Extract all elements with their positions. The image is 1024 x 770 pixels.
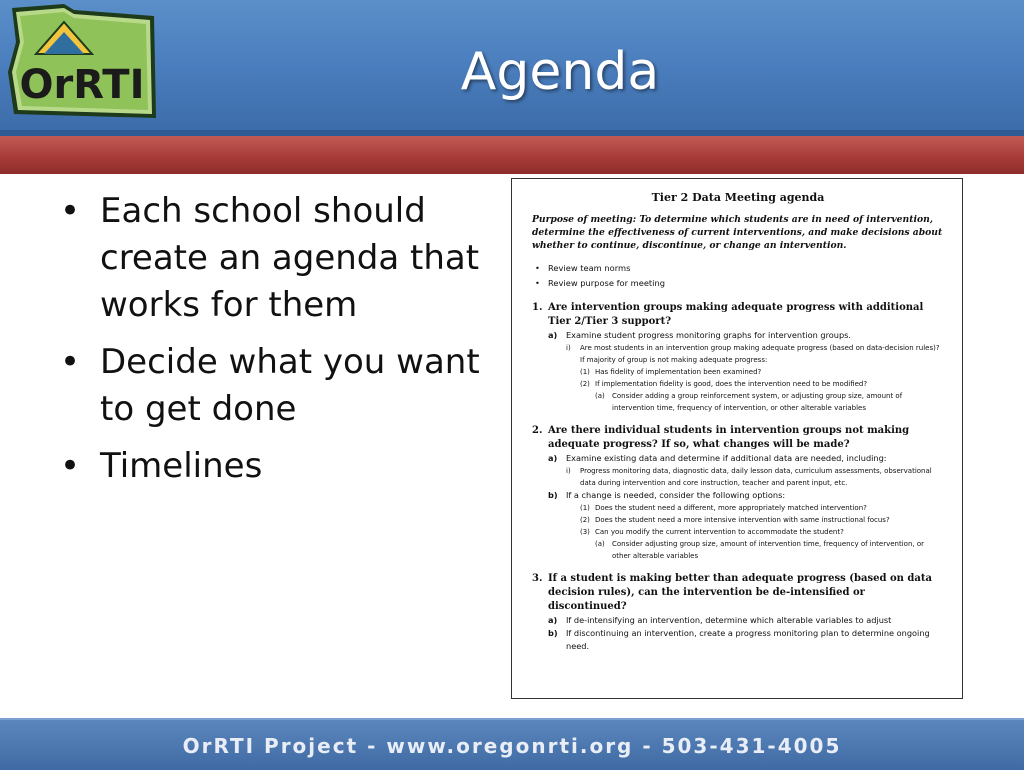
subitem-marker: (a) — [595, 392, 605, 400]
subitem-marker: (1) — [580, 504, 590, 512]
subitem-marker: b) — [548, 490, 558, 500]
subitem-marker: (2) — [580, 380, 590, 388]
subitem-marker: (3) — [580, 528, 590, 536]
question-number: 1. — [532, 302, 543, 313]
subitem-text: Are most students in an intervention group making adequate progress (based on data-decision rules)? If majority of group is not making adequate progress: — [580, 344, 940, 364]
subitem-marker: (1) — [580, 368, 590, 376]
document-title: Tier 2 Data Meeting agenda — [651, 191, 825, 204]
logo-text: OrRTI — [19, 62, 145, 108]
document-subitem — [532, 489, 944, 502]
document-subitem — [532, 502, 944, 514]
subitem-text: Consider adjusting group size, amount of intervention time, frequency of intervention, or other alterable variables — [612, 540, 925, 560]
subitem-marker: i) — [566, 344, 571, 352]
bullet-dot-icon: • — [60, 446, 81, 486]
document-subitem — [532, 526, 944, 538]
document-subitem — [532, 614, 944, 627]
subitem-text: Does the student need a different, more appropriately matched intervention? — [595, 504, 867, 512]
document-subitem — [532, 627, 944, 653]
slide-title: Agenda — [460, 42, 660, 102]
document-subitem — [532, 514, 944, 526]
question-number: 2. — [532, 425, 543, 436]
subitem-text: Does the student need a more intensive intervention with same instructional focus? — [595, 516, 890, 524]
bullet-text: Each school should create an agenda that works for them — [100, 191, 480, 325]
document-subitem — [532, 378, 944, 390]
orrti-logo — [4, 2, 164, 124]
document-bullet: • Review purpose for meeting — [532, 276, 944, 291]
subitem-text: Can you modify the current intervention to accommodate the student? — [595, 528, 844, 536]
subitem-marker: a) — [548, 615, 558, 625]
document-subitem — [532, 538, 944, 562]
subitem-marker: a) — [548, 330, 558, 340]
document-subitem — [532, 390, 944, 414]
question-text: Are intervention groups making adequate progress with additional Tier 2/Tier 3 support? — [548, 302, 924, 327]
document-question — [532, 424, 944, 452]
question-text: If a student is making better than adequate progress (based on data decision rules), can the intervention be de-intensified or discontinued? — [548, 573, 932, 612]
document-questions — [532, 301, 944, 653]
subitem-marker: (2) — [580, 516, 590, 524]
subitem-text: Consider adding a group reinforcement system, or adjusting group size, amount of intervention time, frequency of intervention, or other alterable variables — [612, 392, 903, 412]
bullet-item — [58, 443, 498, 490]
bullet-dot-icon: • — [60, 191, 81, 231]
document-subitem — [532, 329, 944, 342]
subitem-marker: i) — [566, 467, 571, 475]
document-question — [532, 301, 944, 329]
subitem-text: If a change is needed, consider the following options: — [566, 490, 786, 500]
document-subitem — [532, 366, 944, 378]
bullet-list — [58, 188, 498, 500]
bullet-text: Timelines — [100, 446, 263, 486]
question-text: Are there individual students in intervention groups not making adequate progress? If so, what changes will be made? — [548, 425, 910, 450]
bullet-dot-icon: • — [60, 342, 81, 382]
red-band — [0, 136, 1024, 174]
bullet-text: Decide what you want to get done — [100, 342, 480, 429]
agenda-document-image — [511, 178, 963, 699]
subitem-text: Examine student progress monitoring graphs for intervention groups. — [566, 330, 852, 340]
subitem-text: Progress monitoring data, diagnostic data, daily lesson data, curriculum assessments, observational data during intervention and core instruction, teacher and parent input, etc. — [580, 467, 932, 487]
subitem-text: If implementation fidelity is good, does the intervention need to be modified? — [595, 380, 868, 388]
document-subitem — [532, 342, 944, 366]
document-bullet: • Review team norms — [532, 261, 944, 276]
subitem-text: If de-intensifying an intervention, determine which alterable variables to adjust — [566, 615, 892, 625]
footer-text: OrRTI Project - www.oregonrti.org - 503-431-4005 — [182, 734, 842, 758]
document-question — [532, 572, 944, 614]
subitem-marker: a) — [548, 453, 558, 463]
bullet-item — [58, 188, 498, 329]
subitem-text: Examine existing data and determine if additional data are needed, including: — [566, 453, 887, 463]
subitem-text: If discontinuing an intervention, create a progress monitoring plan to determine ongoing need. — [566, 628, 930, 651]
document-subitem — [532, 465, 944, 489]
document-purpose: Purpose of meeting: To determine which students are in need of intervention, determine the effectiveness of current interventions, and make decisions about whether to continue, discontinue, or change an intervention. — [532, 214, 943, 251]
subitem-text: Has fidelity of implementation been examined? — [595, 368, 762, 376]
document-subitem — [532, 452, 944, 465]
subitem-marker: (a) — [595, 540, 605, 548]
bullet-item — [58, 339, 498, 433]
question-number: 3. — [532, 573, 543, 584]
subitem-marker: b) — [548, 628, 558, 638]
footer-bar — [0, 718, 1024, 770]
